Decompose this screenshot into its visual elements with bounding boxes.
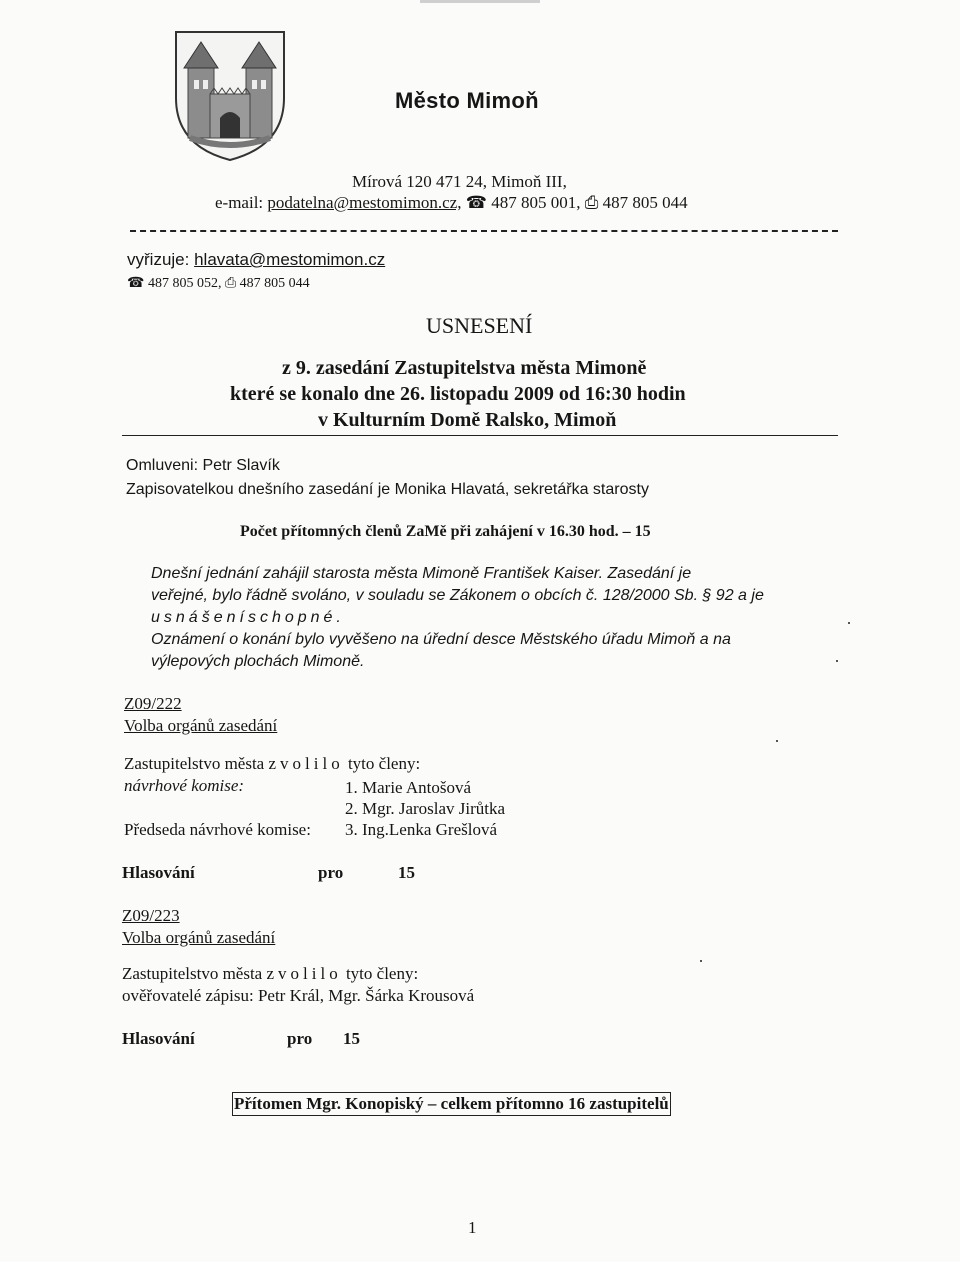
resolution-subject: Volba orgánů zasedání bbox=[124, 716, 278, 735]
scan-speck bbox=[776, 740, 778, 742]
fax-icon: ⎙ bbox=[224, 276, 237, 291]
fax-icon: ⎙ bbox=[584, 193, 599, 212]
contact-phone: 487 805 052, bbox=[147, 276, 222, 291]
address-line: Mírová 120 471 24, Mimoň III, bbox=[352, 172, 567, 191]
handled-by-label: vyřizuje: bbox=[127, 250, 190, 269]
scan-speck bbox=[836, 660, 838, 662]
vote-for: pro bbox=[287, 1029, 313, 1048]
vote-label: Hlasování bbox=[122, 863, 195, 882]
scan-speck bbox=[848, 622, 850, 624]
recorder-line: Zapisovatelkou dnešního zasedání je Monika Hlavatá, sekretářka starosty bbox=[126, 481, 649, 498]
header-phone: 487 805 001, bbox=[491, 193, 581, 212]
document-title: USNESENÍ bbox=[426, 313, 533, 338]
email-link[interactable]: podatelna@mestomimon.cz, bbox=[267, 193, 462, 212]
email-line bbox=[215, 193, 688, 213]
vote-label: Hlasování bbox=[122, 1029, 195, 1048]
intro-line-4: Oznámení o konání bylo vyvěšeno na úřední desce Městského úřadu Mimoň a na bbox=[151, 631, 731, 648]
resolution-text-prefix: Zastupitelstvo města bbox=[124, 754, 265, 773]
resolution-verb: zvolilo bbox=[268, 754, 344, 773]
attendance-note-box: Přítomen Mgr. Konopiský – celkem přítomno 16 zastupitelů bbox=[232, 1092, 671, 1116]
resolution-subject: Volba orgánů zasedání bbox=[122, 928, 276, 947]
intro-line-1: Dnešní jednání zahájil starosta města Mimoně František Kaiser. Zasedání je bbox=[151, 565, 692, 582]
resolution-verb: zvolilo bbox=[266, 964, 342, 983]
vote-count: 15 bbox=[343, 1029, 360, 1048]
member-1: 1. Marie Antošová bbox=[345, 778, 472, 797]
resolution-text-prefix: Zastupitelstvo města bbox=[122, 964, 263, 983]
coat-of-arms-icon bbox=[170, 28, 290, 163]
contact-phones bbox=[127, 275, 310, 292]
page-number: 1 bbox=[468, 1218, 477, 1237]
excused-members: Omluveni: Petr Slavík bbox=[126, 457, 280, 474]
intro-line-3: usnášeníschopné. bbox=[151, 609, 345, 626]
resolution-text-suffix: tyto členy: bbox=[345, 964, 419, 983]
handled-by-email[interactable]: hlavata@mestomimon.cz bbox=[194, 250, 386, 269]
verifiers-line: ověřovatelé zápisu: Petr Král, Mgr. Šárka Krousová bbox=[122, 986, 475, 1005]
meeting-heading-3: v Kulturním Domě Ralsko, Mimoň bbox=[318, 409, 617, 431]
meeting-heading-1: z 9. zasedání Zastupitelstva města Mimoně bbox=[282, 357, 647, 379]
heading-rule bbox=[122, 435, 838, 436]
scan-speck bbox=[700, 960, 702, 962]
vote-count: 15 bbox=[398, 863, 415, 882]
handled-by bbox=[127, 250, 385, 270]
scan-artifact bbox=[420, 0, 540, 3]
resolution-text bbox=[122, 964, 418, 984]
intro-line-2: veřejné, bylo řádně svoláno, v souladu se Zákonem o obcích č. 128/2000 Sb. § 92 a je bbox=[151, 587, 764, 604]
chair-label: Předseda návrhové komise: bbox=[124, 820, 311, 839]
phone-icon: ☎ bbox=[127, 276, 145, 291]
group-label: návrhové komise: bbox=[124, 776, 245, 795]
chair-name: 3. Ing.Lenka Grešlová bbox=[345, 820, 498, 839]
intro-line-5: výlepových plochách Mimoně. bbox=[151, 653, 365, 670]
email-label: e-mail: bbox=[215, 193, 264, 212]
resolution-code: Z09/222 bbox=[124, 694, 182, 713]
meeting-heading-2: které se konalo dne 26. listopadu 2009 od 16:30 hodin bbox=[230, 383, 686, 405]
contact-fax: 487 805 044 bbox=[239, 276, 310, 291]
town-name: Město Mimoň bbox=[395, 88, 539, 113]
member-2: 2. Mgr. Jaroslav Jirůtka bbox=[345, 799, 506, 818]
resolution-text bbox=[124, 754, 420, 774]
phone-icon: ☎ bbox=[465, 193, 487, 212]
attendance-line: Počet přítomných členů ZaMě při zahájení v 16.30 hod. – 15 bbox=[240, 523, 651, 540]
dashed-separator bbox=[130, 230, 838, 232]
vote-for: pro bbox=[318, 863, 344, 882]
header-fax: 487 805 044 bbox=[602, 193, 688, 212]
resolution-code: Z09/223 bbox=[122, 906, 180, 925]
resolution-text-suffix: tyto členy: bbox=[347, 754, 421, 773]
